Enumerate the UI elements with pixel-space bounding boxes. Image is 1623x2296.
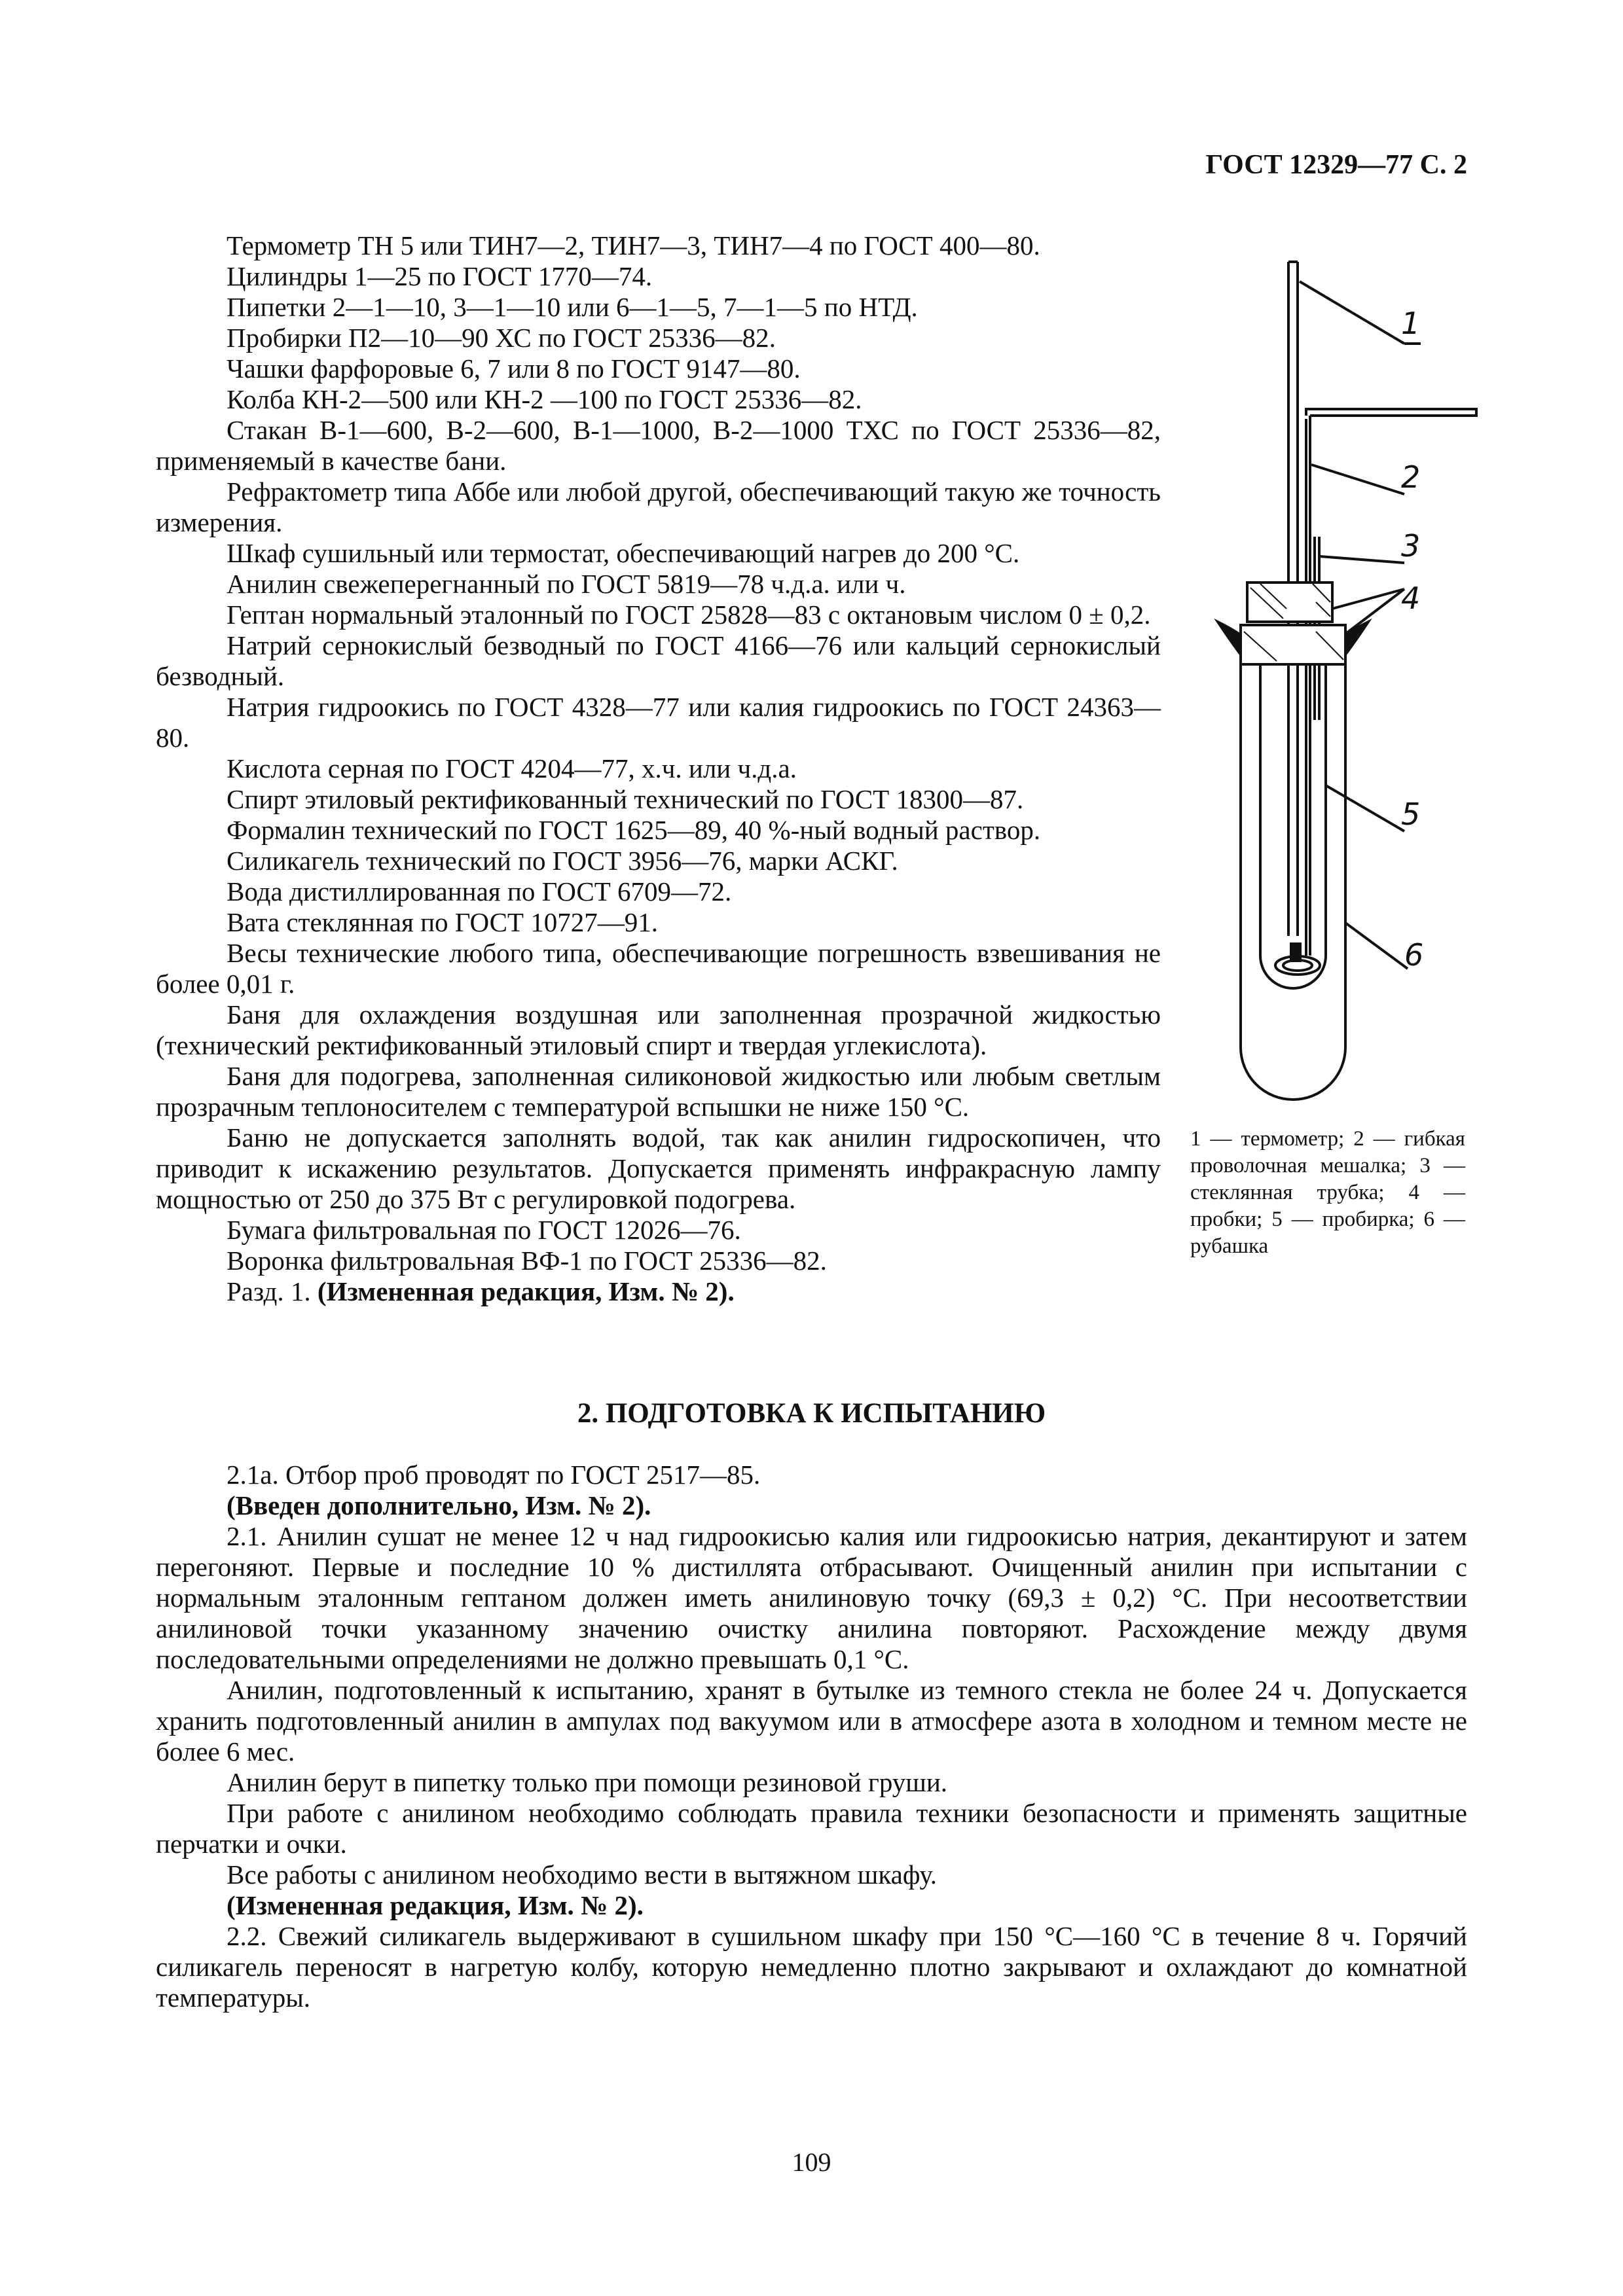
list-item: Воронка фильтровальная ВФ-1 по ГОСТ 25336—82. — [227, 1246, 827, 1276]
paragraph: Все работы с анилином необходимо вести в вытяжном шкафу. — [227, 1859, 938, 1890]
list-item: Баня для охлаждения воздушная или заполненная прозрачной жидкостью (технический ректификованный этиловый спирт и твердая углекислота). — [156, 999, 1161, 1060]
page-header: ГОСТ 12329—77 С. 2 — [1205, 150, 1467, 180]
amendment-note: (Измененная редакция, Изм. № 2). — [227, 1890, 644, 1920]
equipment-list — [156, 230, 1161, 1307]
callout-label: 2 — [1401, 459, 1421, 495]
paragraph: При работе с анилином необходимо соблюдать правила техники безопасности и применять защитные перчатки и очки. — [156, 1798, 1467, 1859]
list-item: Бумага фильтровальная по ГОСТ 12026—76. — [227, 1215, 741, 1245]
figure-caption — [1190, 1126, 1465, 1260]
amendment-note: (Введен дополнительно, Изм. № 2). — [227, 1490, 651, 1520]
caption-text: 1 — термометр; 2 — гибкая проволочная мешалка; 3 — стеклянная трубка; 4 — пробки; 5 — пробирка; 6 — рубашка — [1190, 1127, 1465, 1258]
section-amendment-note — [156, 1276, 1161, 1307]
apparatus-figure — [1185, 249, 1480, 1145]
list-item: Вата стеклянная по ГОСТ 10727—91. — [227, 907, 658, 937]
page-number: 109 — [792, 2147, 831, 2177]
list-item: Анилин свежеперегнанный по ГОСТ 5819—78 ч.д.а. или ч. — [227, 569, 906, 599]
paragraph: Анилин, подготовленный к испытанию, хранят в бутылке из темного стекла не более 24 ч. Допускается хранить подготовленный анилин в ампулах под вакуумом или в атмосфере азота в холодном и темном месте не более 6 мес. — [156, 1675, 1467, 1767]
callout-label: 5 — [1401, 797, 1421, 832]
paragraph: 2.1. Анилин сушат не менее 12 ч над гидроокисью калия или гидроокисью натрия, декантируют и затем перегоняют. Первые и последние 10 % дистиллята отбрасывают. Очищенный анилин при испытании с нормальным эталонным гептаном должен иметь анилиновую точку (69,3 ± 0,2) °С. При несоответствии анилиновой точки указанному значению очистку анилина повторяют. Расхождение между двумя последовательными определениями не должно превышать 0,1 °С. — [156, 1521, 1467, 1674]
list-item: Шкаф сушильный или термостат, обеспечивающий нагрев до 200 °С. — [227, 538, 1020, 568]
list-item: Кислота серная по ГОСТ 4204—77, х.ч. или ч.д.а. — [227, 753, 797, 783]
list-item: Гептан нормальный эталонный по ГОСТ 25828—83 с октановым числом 0 ± 0,2. — [227, 600, 1151, 630]
list-item: Рефрактометр типа Аббе или любой другой, обеспечивающий такую же точность измерения. — [156, 476, 1161, 537]
list-item: Весы технические любого типа, обеспечивающие погрешность взвешивания не более 0,01 г. — [156, 938, 1161, 999]
list-item: Цилиндры 1—25 по ГОСТ 1770—74. — [227, 261, 653, 291]
section-heading: 2. ПОДГОТОВКА К ИСПЫТАНИЮ — [577, 1398, 1046, 1429]
list-item: Вода дистиллированная по ГОСТ 6709—72. — [227, 876, 732, 906]
list-item: Пробирки П2—10—90 ХС по ГОСТ 25336—82. — [227, 323, 776, 353]
callout-label: 1 — [1401, 306, 1421, 341]
list-item: Спирт этиловый ректификованный технический по ГОСТ 18300—87. — [227, 784, 1024, 814]
callout-label: 3 — [1401, 528, 1421, 564]
list-item: Баня для подогрева, заполненная силиконовой жидкостью или любым светлым прозрачным теплоносителем с температурой вспышки не ниже 150 °С. — [156, 1061, 1161, 1122]
callout-label: 6 — [1404, 937, 1424, 973]
list-item: Термометр ТН 5 или ТИН7—2, ТИН7—3, ТИН7—4 по ГОСТ 400—80. — [227, 230, 1040, 260]
paragraph: 2.1а. Отбор проб проводят по ГОСТ 2517—85. — [227, 1460, 761, 1490]
list-item: Стакан В-1—600, В-2—600, В-1—1000, В-2—1000 ТХС по ГОСТ 25336—82, применяемый в качестве бани. — [156, 415, 1161, 476]
list-item: Пипетки 2—1—10, 3—1—10 или 6—1—5, 7—1—5 по НТД. — [227, 292, 918, 322]
list-item: Силикагель технический по ГОСТ 3956—76, марки АСКГ. — [227, 846, 898, 876]
list-item: Натрия гидроокись по ГОСТ 4328—77 или калия гидроокись по ГОСТ 24363—80. — [156, 692, 1161, 753]
list-item: Чашки фарфоровые 6, 7 или 8 по ГОСТ 9147—80. — [227, 353, 801, 384]
list-item: Натрий сернокислый безводный по ГОСТ 4166—76 или кальций сернокислый безводный. — [156, 630, 1161, 691]
apparatus-drawing — [1185, 249, 1480, 1145]
list-item: Колба КН-2—500 или КН-2 —100 по ГОСТ 25336—82. — [227, 384, 862, 414]
list-item: Баню не допускается заполнять водой, так как анилин гидроскопичен, что приводит к искажению результатов. Допускается применять инфракрасную лампу мощностью от 250 до 375 Вт с регулировкой подогрева. — [156, 1122, 1161, 1214]
section-body — [156, 1460, 1467, 2013]
list-item: Формалин технический по ГОСТ 1625—89, 40 %-ный водный раствор. — [227, 815, 1041, 845]
amendment-bold: (Измененная редакция, Изм. № 2). — [317, 1276, 735, 1306]
paragraph: Анилин берут в пипетку только при помощи резиновой груши. — [227, 1767, 948, 1797]
amendment-prefix: Разд. 1. — [227, 1276, 318, 1306]
paragraph: 2.2. Свежий силикагель выдерживают в сушильном шкафу при 150 °С—160 °С в течение 8 ч. Горячий силикагель переносят в нагретую колбу, которую немедленно плотно закрывают и охлаждают до комнатной температуры. — [156, 1921, 1467, 2013]
callout-label: 4 — [1401, 581, 1421, 616]
